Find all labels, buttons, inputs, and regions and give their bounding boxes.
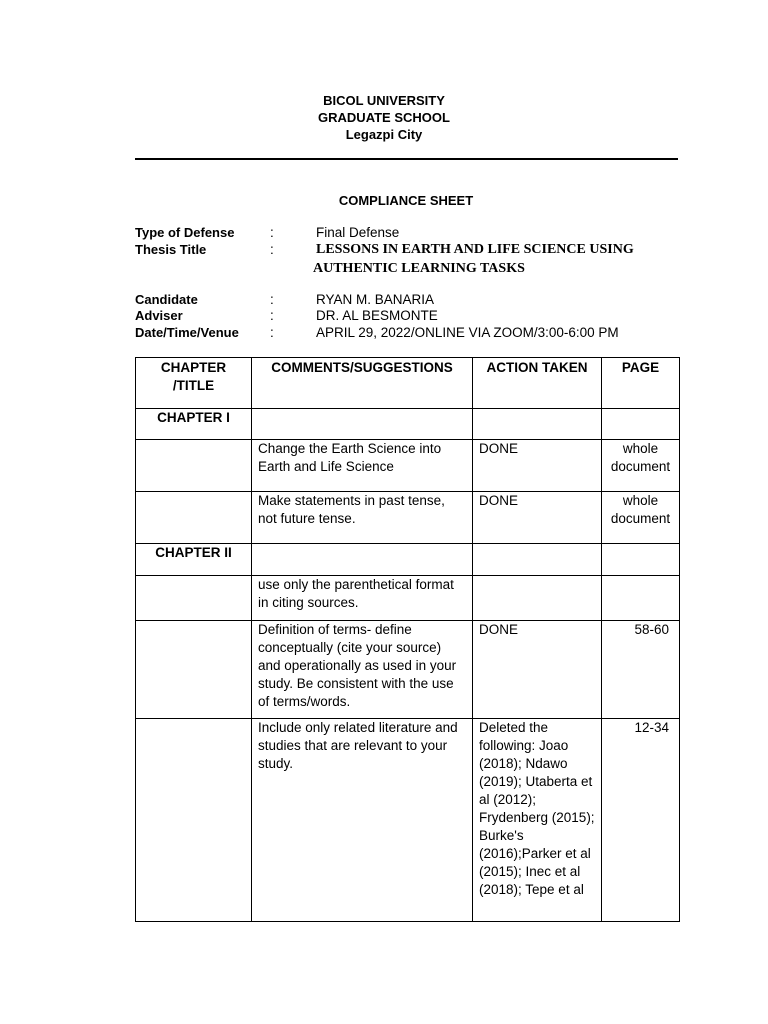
thesis-title-label: Thesis Title [135,242,207,257]
school-name: GRADUATE SCHOOL [318,110,450,125]
candidate-label: Candidate [135,292,198,307]
row-chapter [136,492,252,544]
row-page [602,544,680,576]
header-page: PAGE [602,358,680,409]
row-chapter [136,621,252,719]
row-action: Deleted the following: Joao (2018); Ndawo (2019); Utaberta et al (2012); Frydenberg (2015); Burke's (2016);Parker et al (2015); Inec et al (2018); Tepe et al [473,719,602,922]
row-comment [252,409,473,440]
row-chapter: CHAPTER II [136,544,252,576]
table-row [136,719,680,922]
table-row [136,544,680,576]
row-page: whole document [602,440,680,492]
compliance-table [135,357,680,922]
row-action: DONE [473,621,602,719]
row-page: whole document [602,492,680,544]
thesis-title-colon: : [270,242,274,257]
adviser-label: Adviser [135,308,183,323]
date-time-venue-value: APRIL 29, 2022/ONLINE VIA ZOOM/3:00-6:00 PM [316,325,619,340]
row-action [473,544,602,576]
row-comment: Make statements in past tense, not future tense. [252,492,473,544]
type-of-defense-colon: : [270,225,274,240]
header-chapter-line2: /TITLE [172,378,215,393]
sheet-title: COMPLIANCE SHEET [338,193,474,208]
date-time-venue-colon: : [270,325,274,340]
table-row [136,621,680,719]
row-action [473,576,602,621]
row-action: DONE [473,440,602,492]
row-action: DONE [473,492,602,544]
table-row [136,409,680,440]
row-comment: Definition of terms- define conceptually (cite your source) and operationally as used in your study. Be consistent with the use of terms/words. [252,621,473,719]
thesis-title-line2: AUTHENTIC LEARNING TASKS [313,261,525,276]
row-chapter [136,440,252,492]
row-page: 58-60 [602,621,680,719]
header-divider [135,158,678,160]
candidate-value: RYAN M. BANARIA [316,292,435,307]
row-chapter: CHAPTER I [136,409,252,440]
table-row [136,576,680,621]
table-row [136,440,680,492]
type-of-defense-value: Final Defense [316,225,400,240]
table-header-row [136,358,680,409]
row-page [602,576,680,621]
adviser-value: DR. AL BESMONTE [316,308,438,323]
row-page [602,409,680,440]
row-page: 12-34 [602,719,680,922]
row-chapter [136,719,252,922]
row-chapter [136,576,252,621]
header-chapter-line1: CHAPTER [160,360,227,375]
row-comment [252,544,473,576]
candidate-colon: : [270,292,274,307]
type-of-defense-label: Type of Defense [135,225,235,240]
row-action [473,409,602,440]
header-action-taken: ACTION TAKEN [473,358,602,409]
header-comments: COMMENTS/SUGGESTIONS [252,358,473,409]
thesis-title-line1: LESSONS IN EARTH AND LIFE SCIENCE USING [316,242,634,257]
row-comment: use only the parenthetical format in citing sources. [252,576,473,621]
city-name: Legazpi City [345,127,423,142]
university-name: BICOL UNIVERSITY [323,93,445,108]
header-chapter-title [136,358,252,409]
date-time-venue-label: Date/Time/Venue [135,325,239,340]
row-comment: Change the Earth Science into Earth and Life Science [252,440,473,492]
table-row [136,492,680,544]
adviser-colon: : [270,308,274,323]
row-comment: Include only related literature and studies that are relevant to your study. [252,719,473,922]
